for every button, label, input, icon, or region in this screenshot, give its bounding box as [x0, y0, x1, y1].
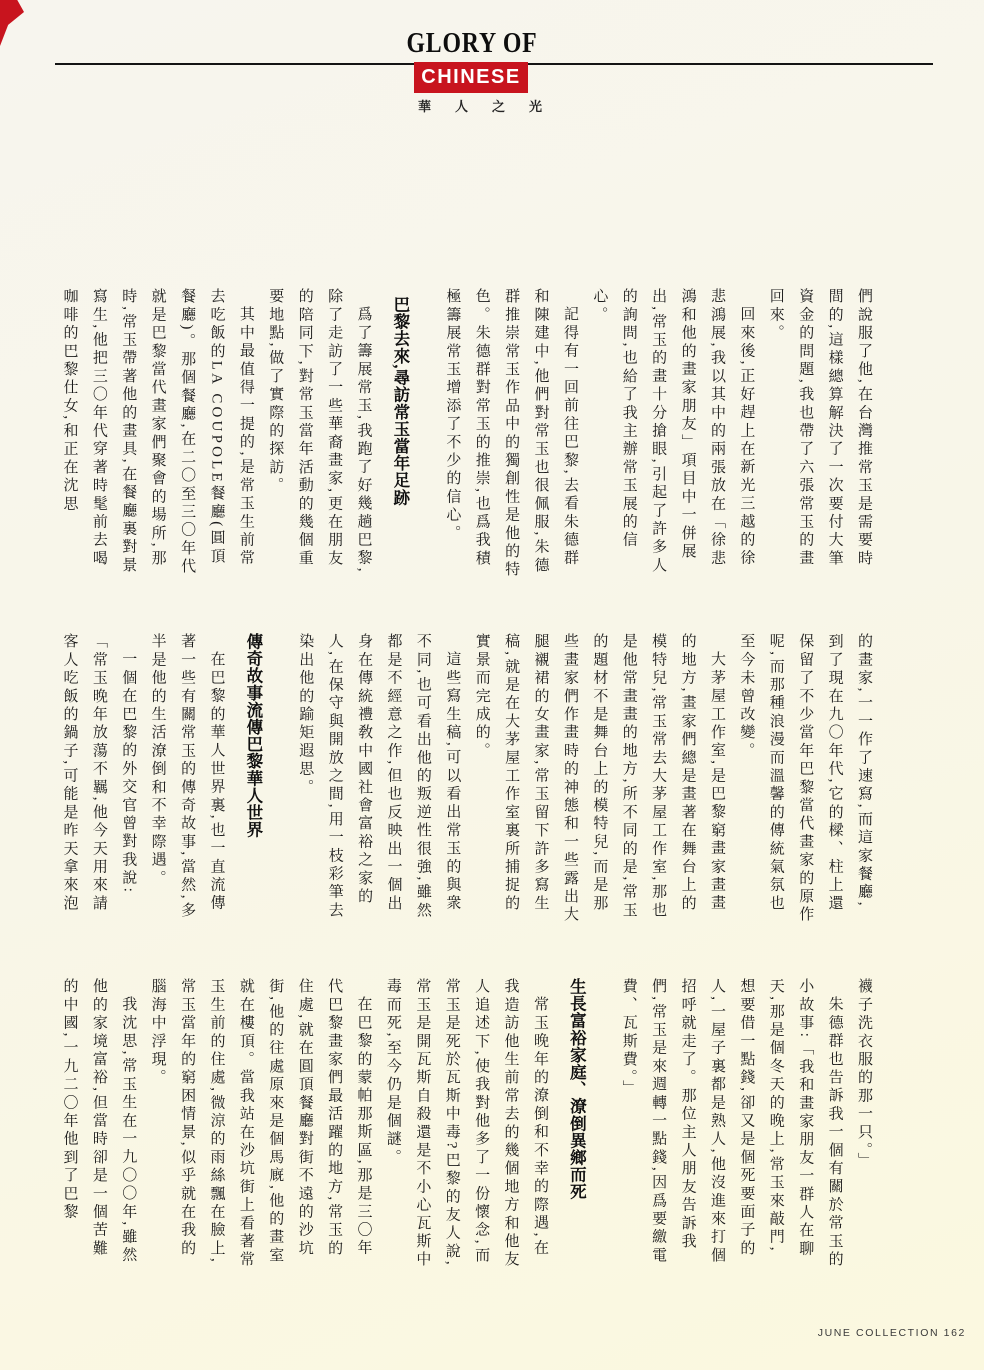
page-corner-red-mark [0, 0, 24, 46]
article-paragraph: 們說服了他,在台灣推常玉是需要時間的,這樣總算解決了一次要付大筆資金的問題,我也帶了六張常玉的畫回來。 [767, 288, 872, 568]
article-paragraph: 的畫家,一一作了速寫,而這家餐廳,到了現在九〇年代,它的樑、柱上還保留了不少當年巴黎當代畫家的原作呢,而那種浪漫而溫馨的傳統氣氛也至今未曾改變。 [738, 633, 872, 925]
article-paragraph: 爲了籌展常玉,我跑了好幾趟巴黎,除了走訪了一些華裔畫家,更在朋友的陪同下,對常玉當年活動的幾個重要地點,做了實際的探訪。 [267, 288, 372, 575]
article-paragraph: 大茅屋工作室,是巴黎窮畫家畫畫的地方,畫家們總是畫著在舞台上的模特兒,常玉常去大茅屋工作室,那也是他常畫畫的地方,所不同的是,常玉的題材不是舞台上的模特兒,而是那些畫家們作畫時的神態和一些露出大腿襯裙的女畫家,常玉留下許多寫生稿,就是在大茅屋工作室裏所捕捉的實景而完成的。 [473, 633, 725, 925]
masthead-title-box-text: CHINESE [421, 66, 521, 88]
masthead-title-top: GLORY OF [406, 27, 538, 59]
section-heading-legend-stories: 傳奇故事流傳巴黎華人世界 [243, 633, 263, 839]
section-heading-paris-visit: 巴黎去來,尋訪常玉當年足跡 [390, 296, 410, 506]
article-paragraph: 回來後,正好趕上在新光三越的徐悲鴻展,我以其中的兩張放在「徐悲鴻和他的畫家朋友」項目中一併展出,常玉的畫十分搶眼,引起了許多人的詢問,也給了我主辦常玉展的信心。 [591, 288, 755, 575]
article-band-3 [54, 978, 878, 1271]
article-paragraph: 在巴黎的華人世界裏,也一直流傳著一些有關常玉的傳奇故事,當然,多半是他的生活潦倒和不幸際遇。 [149, 633, 225, 920]
article-paragraph: 在巴黎的蒙帕那斯區,那是三〇年代巴黎畫家們最活躍的地方,常玉的住處,就在圓頂餐廳對街不遠的沙坑街,他的往處原來是個馬廐,他的畫室就在樓頂。當我站在沙坑街上看著常玉生前的住處,微涼的雨絲飄在臉上,常玉當年的窮困情景,似乎就在我的腦海中浮現。 [149, 978, 372, 1270]
article-band-2 [54, 633, 878, 926]
article-paragraph: 襪子洗衣服的那一只。」 [856, 978, 872, 1171]
article-paragraph: 其中最值得一提的,是常玉生前常去吃飯的LA COUPOLE餐廳(圓頂餐廳)。那個餐廳,在二〇至三〇年代就是巴黎當代畫家們聚會的場所,那時,常玉帶著他的畫具,在餐廳裏對景寫生,他把三〇年代穿著時髦前去喝咖啡的巴黎仕女,和正在沈思 [61, 288, 254, 577]
masthead-tagline: 華人之光 [417, 99, 566, 114]
article-paragraph: 朱德群也告訴我一個有關於常玉的小故事:「我和畫家朋友一群人在聊天,那是個冬天的晚上,常玉來敲門,想要借一點錢,卻又是個死要面子的人,一屋子裏都是熟人,他沒進來打個招呼就走了。那位主人朋友告訴我們,常玉是來週轉一點錢,因爲要繳電費、瓦斯費。」 [620, 978, 843, 1270]
article-paragraph: 常玉晚年的潦倒和不幸的際遇,在我造訪他生前常去的幾個地方和他友人追述下,使我對他多了一份懷念,而常玉是死於瓦斯中毒?巴黎的友人說,常玉是開瓦斯自殺還是不小心瓦斯中毒而死,至今仍是個謎。 [384, 978, 548, 1270]
section-heading-rich-family-poor-death: 生長富裕家庭、潦倒異鄉而死 [567, 978, 587, 1201]
page-footer-collection-number: JUNE COLLECTION 162 [817, 1327, 966, 1339]
article-paragraph: 記得有一回前往巴黎,去看朱德群和陳建中,他們對常玉也很佩服,朱德群推崇常玉作品中的獨創性是他的特色。朱德群對常玉的推崇,也爲我積極籌展常玉增添了不少的信心。 [444, 288, 578, 580]
article-paragraph: 這些寫生稿,可以看出常玉的與衆不同,也可看出他的叛逆性很強,雖然都是不經意之作,但也反映出一個出身在傳統禮敎中國社會富裕之家的人,在保守與開放之間,用一枝彩筆去染出他的踰矩遐思。 [297, 633, 461, 920]
article-band-1 [54, 288, 878, 581]
article-paragraph: 一個在巴黎的外交官曾對我說:「常玉晚年放蕩不羈,他今天用來請客人吃飯的鍋子,可能是昨天拿來泡 [61, 633, 137, 913]
masthead-red-box [414, 62, 528, 93]
article-paragraph: 我沈思,常玉生在一九〇〇年,雖然他的家境富裕,但當時卻是一個苦難的中國,一九二〇年他到了巴黎 [61, 978, 137, 1265]
